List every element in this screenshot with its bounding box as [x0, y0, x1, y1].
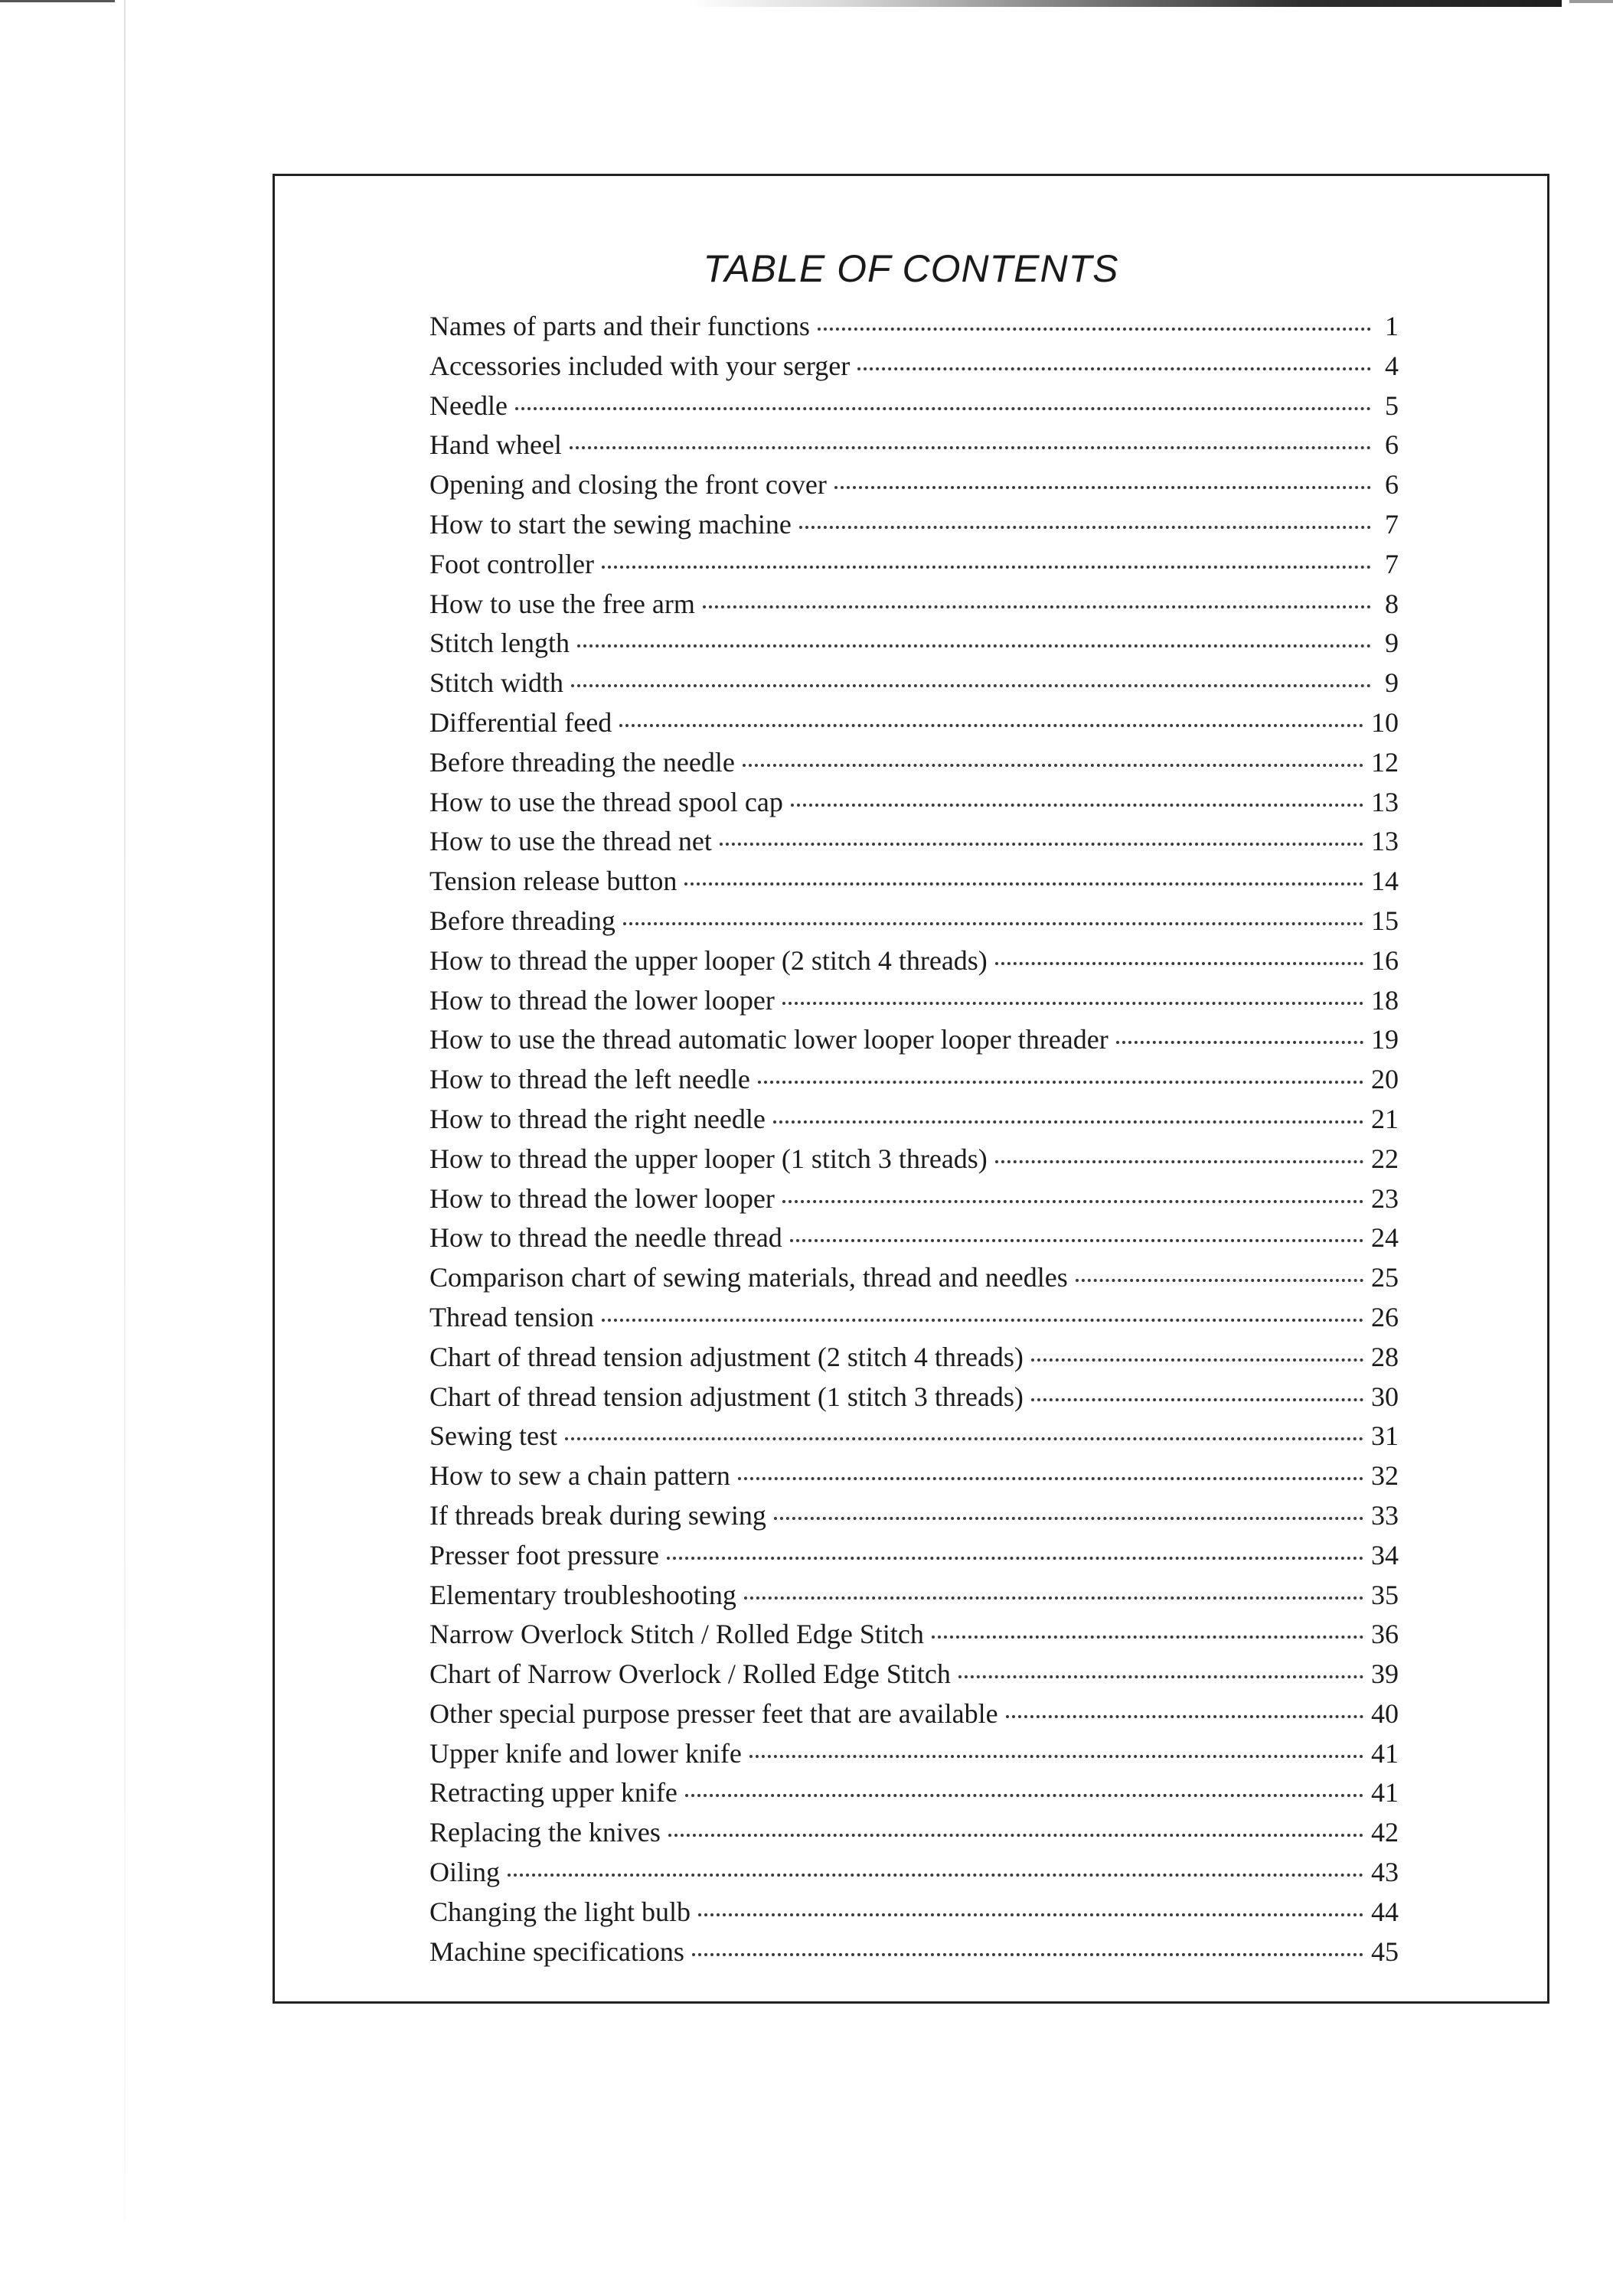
toc-entry: [429, 1613, 1399, 1652]
toc-entry-page-number: 39: [1371, 1658, 1399, 1690]
toc-entry-label: How to thread the lower looper: [429, 1182, 775, 1214]
toc-entry: [429, 1771, 1399, 1811]
toc-entry-page-number: 30: [1371, 1381, 1399, 1412]
toc-entry-page-number: 31: [1371, 1420, 1399, 1452]
toc-entry-label: How to thread the upper looper (2 stitch 4 threads): [429, 944, 988, 976]
toc-title: TABLE OF CONTENTS: [703, 247, 1119, 290]
toc-entry-page-number: 25: [1371, 1262, 1399, 1293]
toc-dot-leader: [790, 1212, 1363, 1242]
toc-entry: [429, 741, 1399, 781]
toc-entry: [429, 1256, 1399, 1296]
toc-entry-label: How to use the free arm: [429, 588, 695, 619]
toc-entry: [429, 1216, 1399, 1256]
toc-entry: [429, 1890, 1399, 1930]
toc-entry-label: Tension release button: [429, 866, 678, 897]
toc-dot-leader: [758, 1053, 1363, 1084]
toc-entry-label: Hand wheel: [429, 429, 562, 461]
toc-entry: [429, 781, 1399, 820]
toc-dot-leader: [791, 776, 1363, 807]
toc-entry-page-number: 7: [1385, 548, 1399, 579]
toc-entry-page-number: 43: [1371, 1857, 1399, 1888]
toc-entry: [429, 979, 1399, 1019]
toc-entry-page-number: 6: [1385, 429, 1399, 461]
toc-entry-page-number: 6: [1385, 469, 1399, 501]
toc-dot-leader: [1076, 1251, 1363, 1282]
toc-dot-leader: [565, 1410, 1363, 1440]
toc-dot-leader: [602, 538, 1371, 569]
scan-artifact-top: [689, 0, 1562, 7]
toc-entry-page-number: 40: [1371, 1698, 1399, 1729]
toc-dot-leader: [570, 419, 1371, 449]
toc-entry: [429, 1375, 1399, 1415]
toc-entry-page-number: 24: [1371, 1222, 1399, 1254]
toc-dot-leader: [623, 895, 1363, 925]
toc-dot-leader: [508, 1846, 1363, 1877]
toc-entry: [429, 582, 1399, 622]
toc-dot-leader: [995, 1133, 1363, 1163]
toc-entry: [429, 1692, 1399, 1732]
toc-dot-leader: [818, 300, 1371, 331]
toc-dot-leader: [958, 1648, 1363, 1678]
toc-dot-leader: [684, 855, 1363, 885]
toc-dot-leader: [667, 1529, 1363, 1560]
toc-entry: [429, 384, 1399, 424]
toc-dot-leader: [1031, 1371, 1363, 1401]
toc-entry-label: Narrow Overlock Stitch / Rolled Edge Stitch: [429, 1619, 924, 1650]
toc-entry: [429, 344, 1399, 384]
toc-entry-label: Chart of thread tension adjustment (1 stitch 3 threads): [429, 1381, 1024, 1412]
toc-entry-page-number: 41: [1371, 1737, 1399, 1769]
toc-entry-label: How to start the sewing machine: [429, 508, 792, 540]
toc-entry-page-number: 13: [1371, 826, 1399, 857]
scan-artifact-binding-line: [124, 0, 126, 2219]
toc-entry-label: Comparison chart of sewing materials, thread and needles: [429, 1262, 1068, 1293]
toc-entry: [429, 1454, 1399, 1494]
toc-entry-label: Stitch width: [429, 667, 564, 699]
toc-dot-leader: [782, 974, 1363, 1005]
toc-entry: [429, 1494, 1399, 1534]
toc-dot-leader: [738, 1450, 1363, 1480]
toc-entry: [429, 1414, 1399, 1454]
toc-entry: [429, 1336, 1399, 1375]
toc-entry-label: Replacing the knives: [429, 1817, 661, 1848]
toc-entry: [429, 1574, 1399, 1613]
toc-dot-leader: [571, 657, 1371, 687]
toc-entry-label: Foot controller: [429, 548, 594, 579]
toc-entry-label: How to sew a chain pattern: [429, 1460, 730, 1492]
toc-dot-leader: [744, 1569, 1363, 1600]
toc-entry: [429, 621, 1399, 661]
toc-entry-label: How to use the thread automatic lower looper looper threader: [429, 1024, 1109, 1055]
toc-entry-label: How to thread the lower looper: [429, 984, 775, 1016]
toc-entry-label: Opening and closing the front cover: [429, 469, 827, 501]
toc-entry-page-number: 18: [1371, 984, 1399, 1016]
toc-entry-label: Chart of Narrow Overlock / Rolled Edge Stitch: [429, 1658, 951, 1690]
toc-entry-page-number: 14: [1371, 866, 1399, 897]
toc-entry: [429, 1177, 1399, 1217]
toc-entry-page-number: 8: [1385, 588, 1399, 619]
toc-frame: [273, 174, 1549, 2004]
toc-entry-page-number: 28: [1371, 1341, 1399, 1372]
toc-dot-leader: [995, 934, 1363, 965]
toc-entry: [429, 503, 1399, 543]
toc-entry: [429, 1851, 1399, 1890]
toc-entry-page-number: 7: [1385, 508, 1399, 540]
toc-dot-leader: [1006, 1688, 1363, 1718]
toc-entry-page-number: 22: [1371, 1143, 1399, 1174]
toc-entry-page-number: 33: [1371, 1499, 1399, 1531]
toc-entry-label: Differential feed: [429, 706, 612, 738]
toc-entry-page-number: 32: [1371, 1460, 1399, 1492]
toc-dot-leader: [602, 1291, 1363, 1322]
toc-dot-leader: [619, 696, 1363, 727]
toc-entry-page-number: 1: [1385, 311, 1399, 341]
toc-entry-page-number: 5: [1385, 390, 1399, 421]
toc-entry: [429, 463, 1399, 503]
toc-entry-label: Elementary troubleshooting: [429, 1579, 736, 1610]
toc-entry-label: Presser foot pressure: [429, 1539, 659, 1570]
toc-dot-leader: [749, 1727, 1363, 1758]
toc-entry-page-number: 4: [1385, 350, 1399, 381]
toc-entry-label: Thread tension: [429, 1301, 594, 1332]
toc-entry-label: Chart of thread tension adjustment (2 stitch 4 threads): [429, 1341, 1024, 1372]
toc-entry: [429, 1732, 1399, 1772]
toc-entry-label: Needle: [429, 390, 508, 421]
toc-dot-leader: [685, 1766, 1363, 1797]
toc-entry: [429, 701, 1399, 741]
toc-entry-page-number: 12: [1371, 746, 1399, 778]
toc-entry-label: How to thread the upper looper (1 stitch 3 threads): [429, 1143, 988, 1174]
toc-entry-page-number: 34: [1371, 1539, 1399, 1570]
toc-entry-label: How to use the thread net: [429, 826, 712, 857]
toc-entry: [429, 1652, 1399, 1692]
toc-entry-label: Before threading the needle: [429, 746, 735, 778]
toc-entry-page-number: 9: [1385, 667, 1399, 699]
toc-entry-label: Before threading: [429, 905, 615, 936]
toc-entry-page-number: 45: [1371, 1936, 1399, 1967]
toc-entry-label: Accessories included with your serger: [429, 350, 851, 381]
toc-entry-page-number: 35: [1371, 1579, 1399, 1610]
toc-dot-leader: [577, 617, 1371, 647]
toc-entry-label: Other special purpose presser feet that are available: [429, 1698, 998, 1729]
toc-entry: [429, 423, 1399, 463]
toc-dot-leader: [834, 458, 1371, 489]
toc-dot-leader: [857, 340, 1371, 370]
toc-entry: [429, 1534, 1399, 1574]
toc-entry-label: Sewing test: [429, 1420, 557, 1452]
toc-dot-leader: [698, 1886, 1363, 1916]
toc-entry-label: How to thread the right needle: [429, 1103, 766, 1134]
toc-entry-page-number: 16: [1371, 944, 1399, 976]
toc-entry-page-number: 13: [1371, 786, 1399, 817]
toc-entry-page-number: 41: [1371, 1777, 1399, 1808]
toc-entry-label: Upper knife and lower knife: [429, 1737, 742, 1769]
toc-entry: [429, 1097, 1399, 1137]
toc-entry-page-number: 42: [1371, 1817, 1399, 1848]
toc-entry-label: Stitch length: [429, 628, 570, 659]
toc-entry-page-number: 15: [1371, 905, 1399, 936]
toc-dot-leader: [782, 1172, 1363, 1203]
toc-dot-leader: [692, 1926, 1363, 1956]
toc-entry-page-number: 20: [1371, 1064, 1399, 1095]
toc-entry-label: How to thread the needle thread: [429, 1222, 782, 1254]
toc-dot-leader: [515, 380, 1371, 410]
toc-entry: [429, 820, 1399, 859]
toc-dot-leader: [932, 1608, 1363, 1639]
toc-entry: [429, 939, 1399, 979]
toc-dot-leader: [774, 1489, 1363, 1520]
toc-entry-page-number: 21: [1371, 1103, 1399, 1134]
toc-entry-label: Changing the light bulb: [429, 1896, 691, 1927]
scan-artifact-left: [0, 0, 115, 2]
toc-entry: [429, 1930, 1399, 1970]
toc-entry-label: Names of parts and their functions: [429, 311, 810, 341]
toc-dot-leader: [703, 578, 1371, 608]
toc-entry-label: Machine specifications: [429, 1936, 684, 1967]
toc-entry: [429, 543, 1399, 582]
toc-entry: [429, 1137, 1399, 1177]
toc-dot-leader: [668, 1806, 1363, 1837]
toc-entry-page-number: 9: [1385, 628, 1399, 659]
toc-entry: [429, 859, 1399, 899]
toc-entry: [429, 1058, 1399, 1097]
toc-entry-page-number: 36: [1371, 1619, 1399, 1650]
scan-artifact-right: [1569, 0, 1613, 3]
toc-entry-label: Oiling: [429, 1857, 501, 1888]
toc-entry: [429, 1018, 1399, 1058]
toc-list: [429, 305, 1399, 1969]
toc-entry: [429, 661, 1399, 701]
toc-entry: [429, 1296, 1399, 1336]
toc-entry-page-number: 26: [1371, 1301, 1399, 1332]
toc-dot-leader: [743, 736, 1363, 767]
toc-dot-leader: [1031, 1331, 1363, 1362]
toc-entry: [429, 899, 1399, 939]
toc-entry-label: How to use the thread spool cap: [429, 786, 783, 817]
toc-entry-label: Retracting upper knife: [429, 1777, 678, 1808]
toc-entry-page-number: 23: [1371, 1182, 1399, 1214]
toc-entry-page-number: 19: [1371, 1024, 1399, 1055]
toc-entry: [429, 1811, 1399, 1851]
toc-entry-page-number: 44: [1371, 1896, 1399, 1927]
toc-entry-page-number: 10: [1371, 706, 1399, 738]
toc-entry-label: How to thread the left needle: [429, 1064, 750, 1095]
toc-dot-leader: [773, 1093, 1363, 1124]
toc-dot-leader: [1116, 1013, 1363, 1044]
toc-entry: [429, 305, 1399, 344]
toc-dot-leader: [720, 815, 1363, 846]
toc-dot-leader: [799, 498, 1371, 529]
toc-entry-label: If threads break during sewing: [429, 1499, 766, 1531]
